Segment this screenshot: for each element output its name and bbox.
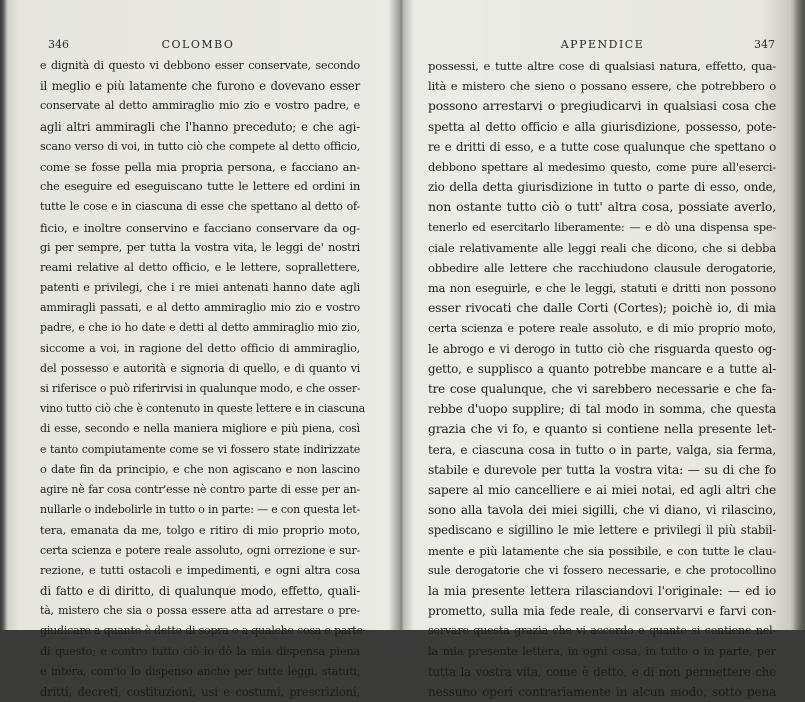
text-line: possono arrestarvi o pregiudicarvi in qualsiasi cosa che [428,99,776,114]
text-line: le abrogo e vi derogo in tutto ciò che risguarda questo og- [428,341,776,356]
text-line: mente e più latamente che sia possibile, e con tutte le clau- [428,543,776,558]
text-line: debbono spettare al medesimo questo, come pure all'eserci- [428,159,776,174]
left-page-body [40,56,365,702]
text-line: che eseguire ed eseguiscano tutte le lettere ed ordini in [40,180,360,194]
running-head: APPENDICE [560,38,645,51]
text-line: di esse, secondo e nella maniera migliore e più piena, così [40,422,360,436]
right-page-body [428,56,776,702]
text-line: nessuno operi contrariamente in alcun modo, sotto pena [428,684,776,699]
text-line: rebbe d'uopo supplire; di tal modo in somma, che questa [428,402,776,417]
text-line: padre, e che io ho date e detti al detto ammiraglio mio zio, [40,321,360,335]
text-line: certa scienza e potere reale assoluto, e di mio proprio moto, [428,321,776,336]
text-line: nullarle o indebolirle in tutto o in parte: — e con questa let- [40,503,360,517]
text-line: e tanto compiutamente come se vi fossero state indirizzate [40,442,360,456]
text-line: rezione, e tutti ostacoli e impedimenti, e ogni altra cosa [40,563,360,577]
text-line: prometto, sulla mia fede reale, di conservarvi e farvi con- [428,604,776,619]
right-page-header [430,38,775,54]
text-line: il meglio e più latamente che furono e dovevano esser [40,79,360,94]
text-line: certa scienza e potere reale assoluto, ogni orrezione e sur- [40,543,360,557]
text-line: la mia presente lettera, in ogni cosa, in tutto o in parte, per [428,644,776,659]
text-line: reami relative al detto officio, e le lettere, soprallettere, [40,260,360,274]
text-line: sono alla tavola dei miei sigilli, che vi diano, vi rilascino, [428,503,776,518]
text-line: dritti, decreti, costituzioni, usi e costumi, prescrizioni, [40,684,360,699]
right-page [402,0,805,699]
text-line: stabile e durevole per tutta la vostra vita: — su di che fo [428,462,776,477]
text-line: di fatto e di diritto, di qualunque modo, effetto, quali- [40,583,360,598]
text-line: ammiragli passati, e al detto ammiraglio mio zio e vostro [40,301,360,315]
text-line: esser rivocati che dalle Corti (Cortes); poichè io, di mia [428,300,776,316]
text-line: tera, emanata da me, tolgo e ritiro di mio proprio moto, [40,523,360,538]
text-line: re e dritti di esso, e a tutte cose qualunque che spettano o [428,139,776,154]
text-line: servare questa grazia che vi accordo e quanto si contiene nel- [428,624,776,638]
text-line: agire nè far cosa contr'esse nè contro parte di esse per an- [40,482,360,496]
text-line: vino tutto ciò che è contenuto in queste lettere e in ciascuna [40,402,365,416]
text-line: o date fin da principio, e che non agiscano e non lascino [40,462,360,476]
text-line: patenti e privilegi, che i re miei antenati hanno date agli [40,281,360,295]
page-number: 347 [754,38,775,51]
text-line: tenerlo ed esercitarlo liberamente: — e dò una dispensa spe- [428,220,776,234]
text-line: getto, e supplisco a quanto potrebbe mancare e a tutte al- [428,361,776,376]
text-line: tutte le cose e in ciascuna di esse che spettano al detto of- [40,200,360,214]
text-line: sule derogatorie che vi fossero necessarie, e che protocollino [428,563,776,577]
page-edge-right [793,0,805,630]
text-line: come se fosse pella mia propria persona, e facciano an- [40,159,360,174]
text-line: tre cose qualunque, che vi sarebbero necessarie e che fa- [428,382,776,396]
text-line: ciale relativamente alle leggi reali che dicono, che si debba [428,240,776,255]
text-line: possessi, e tutte altre cose di qualsiasi natura, effetto, qua- [428,59,776,73]
text-line: grazia che vi fo, e quanto si contiene nella presente let- [428,422,776,437]
text-line: agli altri ammiragli che l'hanno preceduto; e che agi- [40,119,360,134]
text-line: tutta la vostra vita, come è detto, e di non permettere che [428,664,776,679]
book-gutter [388,0,414,630]
text-line: spetta al detto officio e alla giurisdizione, possesso, pote- [428,119,776,134]
text-line: ficio, e inoltre conservino e facciano conservare da og- [40,220,360,235]
text-line: siccome a voi, in ragione del detto officio di ammiraglio, [40,341,360,355]
text-line: lità e mistero che sieno o possano essere, che potrebbero o [428,79,776,94]
text-line: la mia presente lettera rilasciandovi l'originale: — ed io [428,583,776,598]
text-line: sapere al mio cancelliere e ai miei notai, ed agli altri che [428,482,776,497]
text-line: obbedire alle lettere che racchiudono clausule derogatorie, [428,260,776,275]
text-line: si riferisce o può riferirvisi in qualunque modo, e che osser- [40,382,361,395]
text-line: non ostante tutto ciò o tutt' altra cosa, possiate averlo, [428,199,776,215]
text-line: di questo; e contro tutto ciò io dò la mia dispensa piena [40,644,360,659]
left-page-header [48,38,348,54]
text-line: del possesso e autorità e signoria di quello, e di quanto vi [40,361,360,375]
text-line: gi per sempre, per tutta la vostra vita, le leggi de' nostri [40,240,360,254]
text-line: e dignità di questo vi debbono esser conservate, secondo [40,59,360,72]
text-line: conservate al detto ammiraglio mio zio e vostro padre, e [40,99,360,113]
text-line: ma non eseguirle, e che le leggi, statuti e dritti non possono [428,281,776,296]
text-line: scano verso di voi, in tutto ciò che compete al detto officio, [40,139,360,153]
text-line: giudicare a quanto è detto di sopra o a qualche cosa o parte [40,624,363,638]
page-number: 346 [48,38,69,51]
text-line: spediscano e sigillino le mie lettere e privilegi il più stabil- [428,523,776,538]
page-edge-left [0,0,8,630]
text-line: tera, e ciascuna cosa in tutto o in parte, valga, sia ferma, [428,442,776,457]
left-page [0,0,400,699]
text-line: e intera, com'io lo dispenso anche per tutte leggi, statuti, [40,664,360,678]
running-head: COLOMBO [161,38,235,51]
text-line: zio della detta giurisdizione in tutto o parte di esso, onde, [428,180,776,195]
text-line: tà, mistero che sia o possa essere atta ad arrestare o pre- [40,604,360,618]
